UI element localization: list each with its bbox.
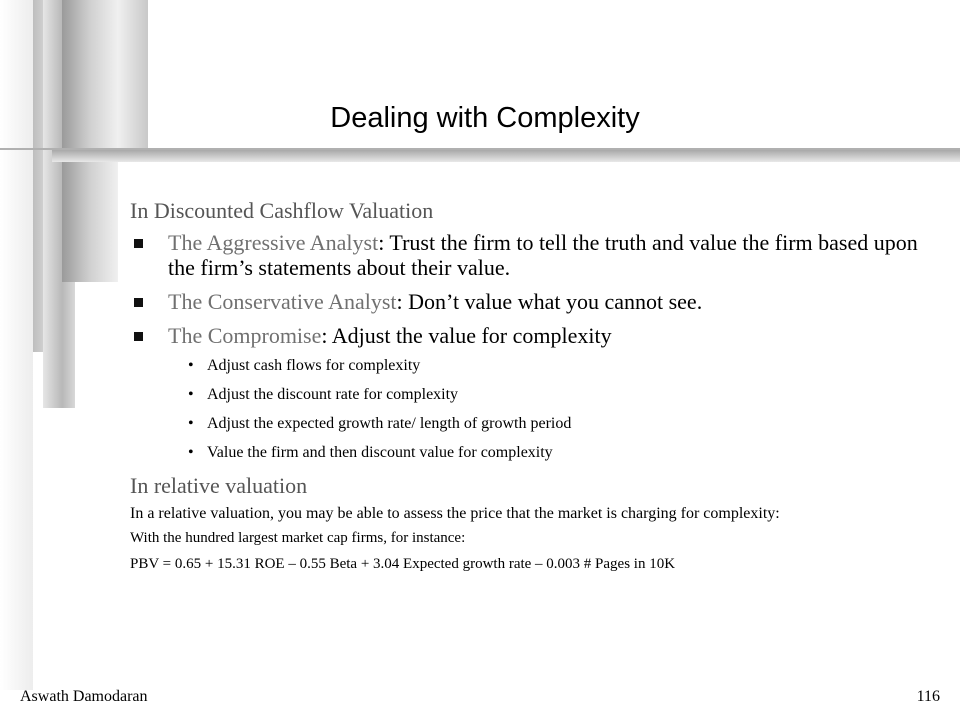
sub-item-text: Adjust the discount rate for complexity <box>207 386 459 403</box>
dot-bullet-icon: • <box>188 357 194 374</box>
title-band <box>52 150 960 162</box>
item-label: The Compromise <box>168 323 322 348</box>
sub-list-item <box>130 444 930 462</box>
sub-item-text: Value the firm and then discount value for complexity <box>207 444 553 461</box>
decorative-bar <box>62 0 118 282</box>
item-label: The Aggressive Analyst <box>168 230 379 255</box>
square-bullet-icon <box>134 298 143 307</box>
square-bullet-icon <box>134 239 143 248</box>
decorative-bar <box>118 0 148 160</box>
item-label: The Conservative Analyst <box>168 289 397 314</box>
item-text: : Don’t value what you cannot see. <box>396 289 703 314</box>
pbv-regression-line: PBV = 0.65 + 15.31 ROE – 0.55 Beta + 3.04 Expected growth rate – 0.003 # Pages in 10K <box>130 556 676 572</box>
item-text: : Adjust the value for complexity <box>321 323 612 348</box>
relative-paragraph: In a relative valuation, you may be able to assess the price that the market is charging for complexity: <box>130 505 780 522</box>
square-bullet-icon <box>134 332 143 341</box>
relative-heading: In relative valuation <box>130 473 308 498</box>
page-number: 116 <box>916 688 940 705</box>
sub-list-item <box>130 386 930 404</box>
item-text: : Trust the firm to tell the truth and value the firm based upon the firm’s statements about their value. <box>168 230 918 280</box>
list-item <box>130 289 930 314</box>
slide-title: Dealing with Complexity <box>330 102 640 134</box>
list-item <box>130 230 930 280</box>
sub-list-item <box>130 415 930 433</box>
list-item <box>130 323 930 348</box>
dot-bullet-icon: • <box>188 386 194 403</box>
sub-list-item <box>130 357 930 375</box>
dcf-heading: In Discounted Cashflow Valuation <box>130 198 434 223</box>
hundred-firms-line: With the hundred largest market cap firms, for instance: <box>130 530 466 546</box>
sub-item-text: Adjust the expected growth rate/ length of growth period <box>207 415 572 432</box>
sub-item-text: Adjust cash flows for complexity <box>207 357 421 374</box>
slide-content <box>130 198 930 581</box>
dot-bullet-icon: • <box>188 415 194 432</box>
dot-bullet-icon: • <box>188 444 194 461</box>
footer-author: Aswath Damodaran <box>20 688 148 705</box>
